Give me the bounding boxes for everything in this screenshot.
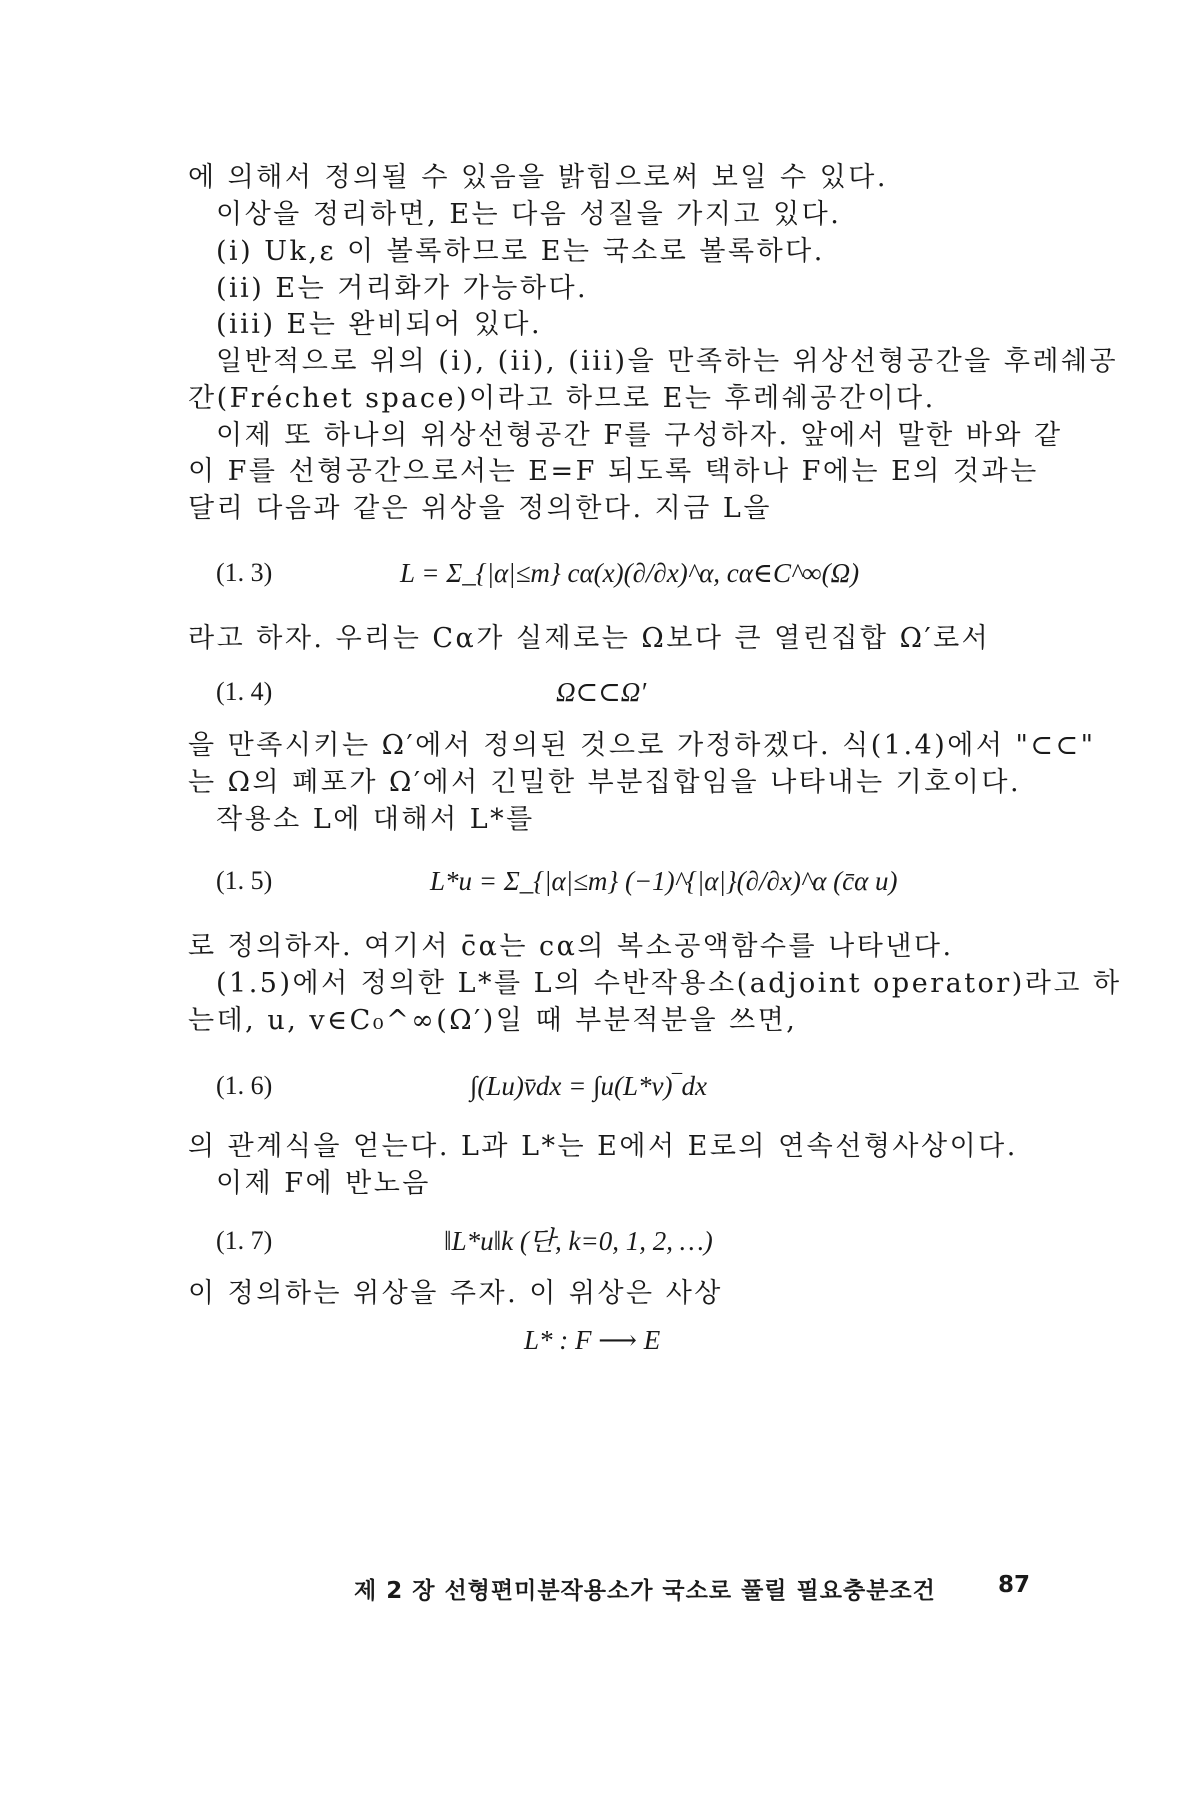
equation-number-1-7: (1. 7) bbox=[216, 1226, 273, 1255]
text-line-20: 이 정의하는 위상을 주자. 이 위상은 사상 bbox=[188, 1278, 723, 1309]
text-line-18: 의 관계식을 얻는다. L과 L*는 E에서 E로의 연속선형사상이다. bbox=[188, 1131, 1018, 1162]
text-line-9: 이 F를 선형공간으로서는 E=F 되도록 택하나 F에는 E의 것과는 bbox=[188, 456, 1039, 487]
equation-number-1-6: (1. 6) bbox=[216, 1071, 273, 1100]
text-line-12: 을 만족시키는 Ω′에서 정의된 것으로 가정하겠다. 식(1.4)에서 "⊂⊂" bbox=[188, 730, 1096, 761]
equation-1-7: ‖L*u‖k (단, k=0, 1, 2, …) bbox=[444, 1226, 713, 1256]
text-line-3: (i) Uk,ε 이 볼록하므로 E는 국소로 볼록하다. bbox=[216, 236, 825, 267]
equation-number-1-4: (1. 4) bbox=[216, 677, 273, 706]
page-number: 87 bbox=[998, 1572, 1031, 1598]
text-line-11: 라고 하자. 우리는 Cα가 실제로는 Ω보다 큰 열린집합 Ω′로서 bbox=[188, 623, 991, 654]
text-line-15: 로 정의하자. 여기서 c̄α는 cα의 복소공액함수를 나타낸다. bbox=[188, 931, 954, 962]
text-line-2: 이상을 정리하면, E는 다음 성질을 가지고 있다. bbox=[216, 199, 842, 230]
text-line-14: 작용소 L에 대해서 L*를 bbox=[216, 804, 535, 835]
text-line-16: (1.5)에서 정의한 L*를 L의 수반작용소(adjoint operator)라고 하 bbox=[216, 968, 1122, 999]
equation-1-4: Ω⊂⊂Ω′ bbox=[556, 677, 647, 707]
text-line-4: (ii) E는 거리화가 가능하다. bbox=[216, 273, 589, 304]
text-line-6: 일반적으로 위의 (i), (ii), (iii)을 만족하는 위상선형공간을 후레쉐공 bbox=[216, 346, 1119, 377]
equation-1-3: L = Σ_{|α|≤m} cα(x)(∂/∂x)^α, cα∈C^∞(Ω) bbox=[400, 558, 860, 588]
equation-number-1-3: (1. 3) bbox=[216, 558, 273, 587]
text-line-8: 이제 또 하나의 위상선형공간 F를 구성하자. 앞에서 말한 바와 같 bbox=[216, 420, 1063, 451]
text-line-5: (iii) E는 완비되어 있다. bbox=[216, 309, 543, 340]
text-line-7: 간(Fréchet space)이라고 하므로 E는 후레쉐공간이다. bbox=[188, 383, 936, 414]
equation-1-5: L*u = Σ_{|α|≤m} (−1)^{|α|}(∂/∂x)^α (c̄α u) bbox=[430, 866, 898, 896]
text-line-19: 이제 F에 반노음 bbox=[216, 1168, 431, 1199]
text-line-17: 는데, u, v∈C₀^∞(Ω′)일 때 부분적분을 쓰면, bbox=[188, 1005, 798, 1036]
equation-1-6: ∫(Lu)v̄dx = ∫u(L*v)‾dx bbox=[470, 1071, 707, 1101]
equation-mapping: L* : F ⟶ E bbox=[524, 1325, 661, 1355]
running-footer-chapter: 제 2 장 선형편미분작용소가 국소로 풀릴 필요충분조건 bbox=[354, 1578, 936, 1604]
text-line-1: 에 의해서 정의될 수 있음을 밝힘으로써 보일 수 있다. bbox=[188, 162, 888, 193]
text-line-13: 는 Ω의 폐포가 Ω′에서 긴밀한 부분집합임을 나타내는 기호이다. bbox=[188, 767, 1022, 798]
text-line-10: 달리 다음과 같은 위상을 정의한다. 지금 L을 bbox=[188, 493, 772, 524]
equation-number-1-5: (1. 5) bbox=[216, 866, 273, 895]
